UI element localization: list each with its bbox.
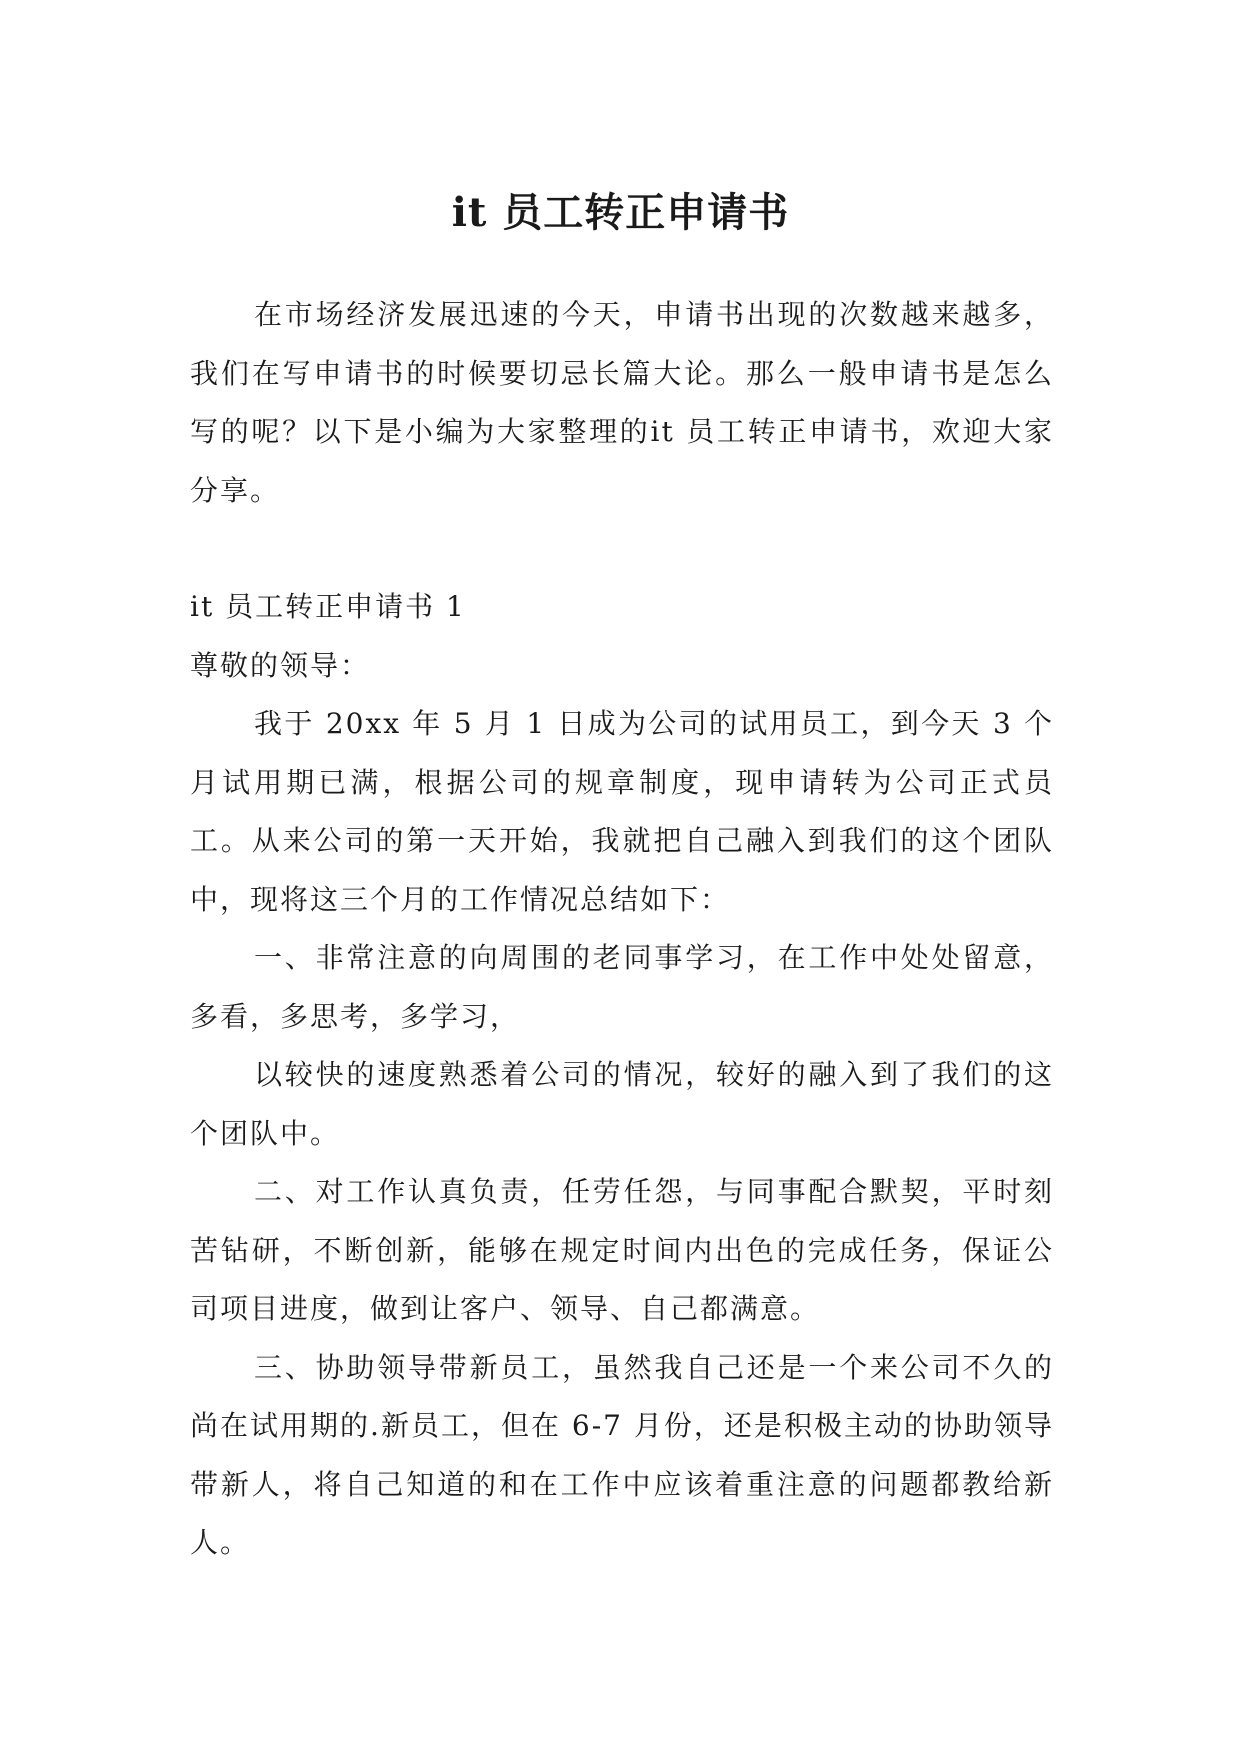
document-body xyxy=(190,286,1054,1573)
document-title: it 员工转正申请书 xyxy=(451,188,790,236)
salutation: 尊敬的领导： xyxy=(190,648,371,682)
body-paragraph: 三、协助领导带新员工，虽然我自己还是一个来公司不久的尚在试用期的.新员工，但在 6-7 月份，还是积极主动的协助领导带新人，将自己知道的和在工作中应该着重注意的问题都教给新人。 xyxy=(190,1350,1054,1559)
section-heading: it 员工转正申请书 1 xyxy=(190,590,466,623)
body-paragraph: 二、对工作认真负责，任劳任怨，与同事配合默契，平时刻苦钻研，不断创新，能够在规定时间内出色的完成任务，保证公司项目进度，做到让客户、领导、自己都满意。 xyxy=(190,1175,1054,1325)
body-paragraph: 以较快的速度熟悉着公司的情况，较好的融入到了我们的这个团队中。 xyxy=(190,1058,1054,1150)
intro-paragraph: 在市场经济发展迅速的今天，申请书出现的次数越来越多，我们在写申请书的时候要切忌长篇大论。那么一般申请书是怎么写的呢？以下是小编为大家整理的it 员工转正申请书，欢迎大家分享。 xyxy=(190,298,1054,507)
body-paragraph: 我于 20xx 年 5 月 1 日成为公司的试用员工，到今天 3 个月试用期已满，根据公司的规章制度，现申请转为公司正式员工。从来公司的第一天开始，我就把自己融入到我们的这个团队中，现将这三个月的工作情况总结如下： xyxy=(190,707,1054,916)
body-paragraph: 一、非常注意的向周围的老同事学习，在工作中处处留意，多看，多思考，多学习， xyxy=(190,941,1054,1033)
paragraph-gap xyxy=(190,520,1054,578)
